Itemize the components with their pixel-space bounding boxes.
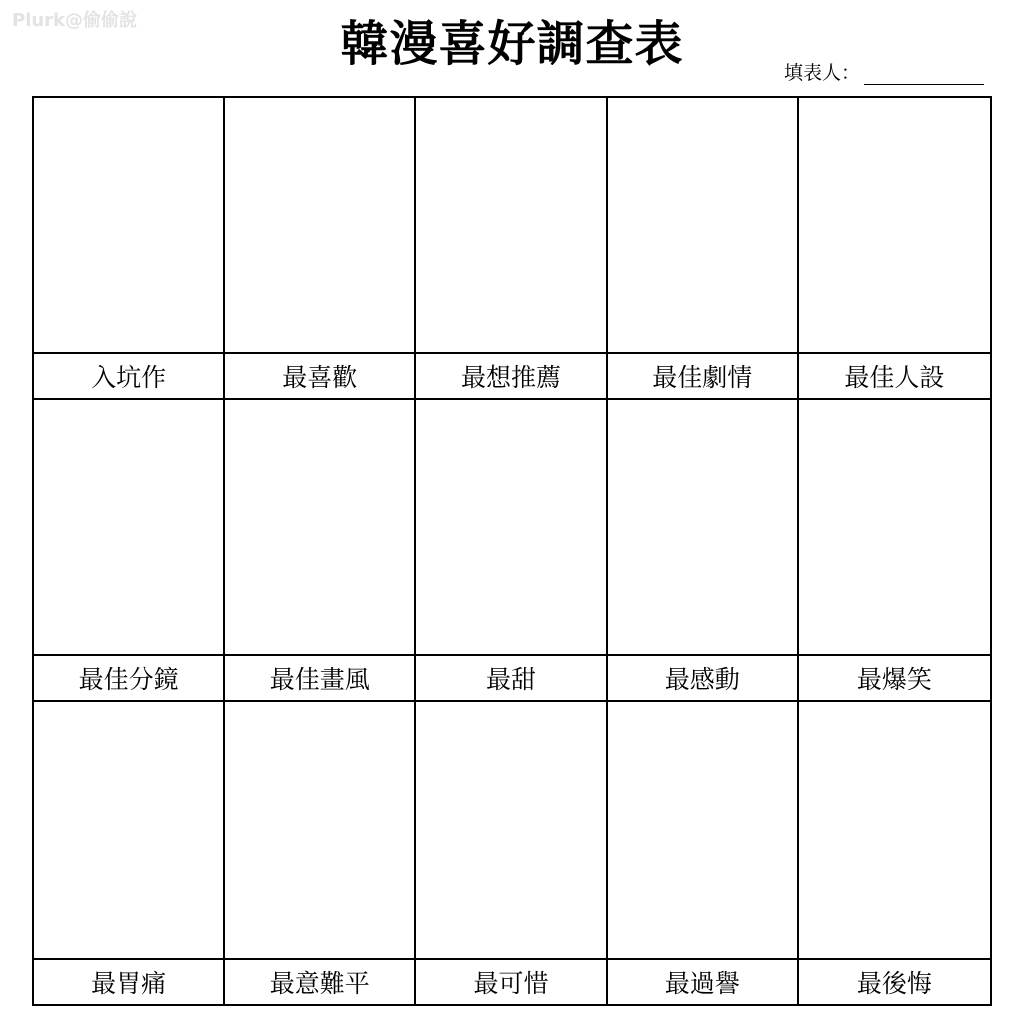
survey-cell — [799, 98, 990, 400]
survey-cell — [416, 702, 607, 1004]
cell-label: 最喜歡 — [282, 363, 358, 392]
survey-grid — [32, 96, 992, 1006]
cell-label: 最甜 — [485, 665, 536, 694]
cell-image-box[interactable] — [608, 400, 797, 656]
cell-image-box[interactable] — [608, 702, 797, 960]
filler-blank-line[interactable] — [864, 62, 984, 85]
survey-cell — [799, 400, 990, 702]
survey-cell — [225, 702, 416, 1004]
page-title: 韓漫喜好調查表 — [340, 16, 684, 72]
cell-image-box[interactable] — [799, 98, 990, 354]
cell-label: 最胃痛 — [91, 969, 167, 998]
cell-label: 最可惜 — [473, 969, 549, 998]
survey-cell — [34, 400, 225, 702]
cell-label: 最意難平 — [269, 969, 370, 998]
cell-label: 入坑作 — [91, 363, 167, 392]
cell-label: 最爆笑 — [856, 665, 932, 694]
cell-image-box[interactable] — [34, 702, 223, 960]
cell-image-box[interactable] — [225, 400, 414, 656]
survey-cell — [608, 400, 799, 702]
cell-label: 最佳畫風 — [269, 665, 370, 694]
filler-label: 填表人： — [783, 62, 860, 84]
cell-image-box[interactable] — [34, 400, 223, 656]
cell-label: 最後悔 — [856, 969, 932, 998]
cell-image-box[interactable] — [608, 98, 797, 354]
survey-cell — [799, 702, 990, 1004]
cell-image-box[interactable] — [225, 98, 414, 354]
cell-image-box[interactable] — [225, 702, 414, 960]
cell-label: 最佳分鏡 — [78, 665, 179, 694]
survey-cell — [34, 702, 225, 1004]
cell-image-box[interactable] — [416, 702, 605, 960]
cell-image-box[interactable] — [416, 98, 605, 354]
cell-label: 最佳劇情 — [652, 363, 753, 392]
cell-label: 最想推薦 — [460, 363, 561, 392]
cell-image-box[interactable] — [799, 400, 990, 656]
survey-cell — [416, 400, 607, 702]
filler-field — [784, 58, 984, 85]
cell-image-box[interactable] — [799, 702, 990, 960]
cell-label: 最感動 — [664, 665, 740, 694]
cell-label: 最佳人設 — [844, 363, 945, 392]
survey-cell — [225, 400, 416, 702]
watermark: Plurk@偷偷說 — [12, 10, 138, 31]
cell-label: 最過譽 — [664, 969, 740, 998]
survey-cell — [416, 98, 607, 400]
survey-cell — [225, 98, 416, 400]
survey-cell — [608, 702, 799, 1004]
survey-cell — [34, 98, 225, 400]
cell-image-box[interactable] — [416, 400, 605, 656]
survey-cell — [608, 98, 799, 400]
cell-image-box[interactable] — [34, 98, 223, 354]
